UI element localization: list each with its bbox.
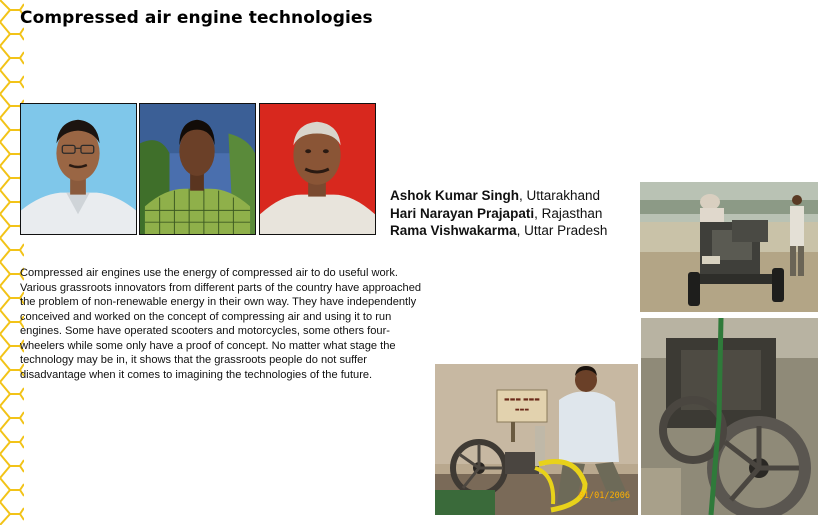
innovator-name: Ashok Kumar Singh xyxy=(390,188,520,203)
svg-text:▬▬▬ ▬▬▬: ▬▬▬ ▬▬▬ xyxy=(504,396,540,403)
photo-date-stamp: 01/01/2006 xyxy=(578,491,630,501)
innovator-name: Rama Vishwakarma xyxy=(390,223,517,238)
innovator-name: Hari Narayan Prajapati xyxy=(390,205,535,221)
innovator-item xyxy=(390,187,607,205)
portrait-hari-narayan-prajapati xyxy=(139,103,256,235)
photo-air-engine-closeup xyxy=(641,318,818,515)
portrait-rama-vishwakarma xyxy=(259,103,376,235)
body-paragraph: Compressed air engines use the energy of compressed air to do useful work. Various grassroots innovators from different parts of the country have approached the problem of non-renewable energy in their own way. They have independently conceived and worked on the concept of compressing air and using it to run engines. Some have operated scooters and motorcycles, some others four-wheelers while some only have a proof of concept. No matter what stage the technology may be in, it shows that the grassroots people do not suffer disadvantage when it comes to imagining the technologies of the future. xyxy=(20,267,422,381)
page-title: Compressed air engine technologies xyxy=(20,8,373,28)
innovator-place: , Uttarakhand xyxy=(519,188,601,203)
innovator-place: , Rajasthan xyxy=(534,205,603,221)
innovator-place: , Uttar Pradesh xyxy=(516,223,608,238)
innovator-item xyxy=(390,205,607,223)
innovator-list xyxy=(390,187,607,240)
photo-innovator-with-engine xyxy=(435,364,638,515)
photo-air-engine-vehicle xyxy=(640,182,818,312)
innovator-item xyxy=(390,222,607,240)
portrait-ashok-kumar-singh xyxy=(20,103,137,235)
svg-text:▬▬▬: ▬▬▬ xyxy=(514,407,530,413)
honeycomb-border-icon xyxy=(0,0,24,525)
